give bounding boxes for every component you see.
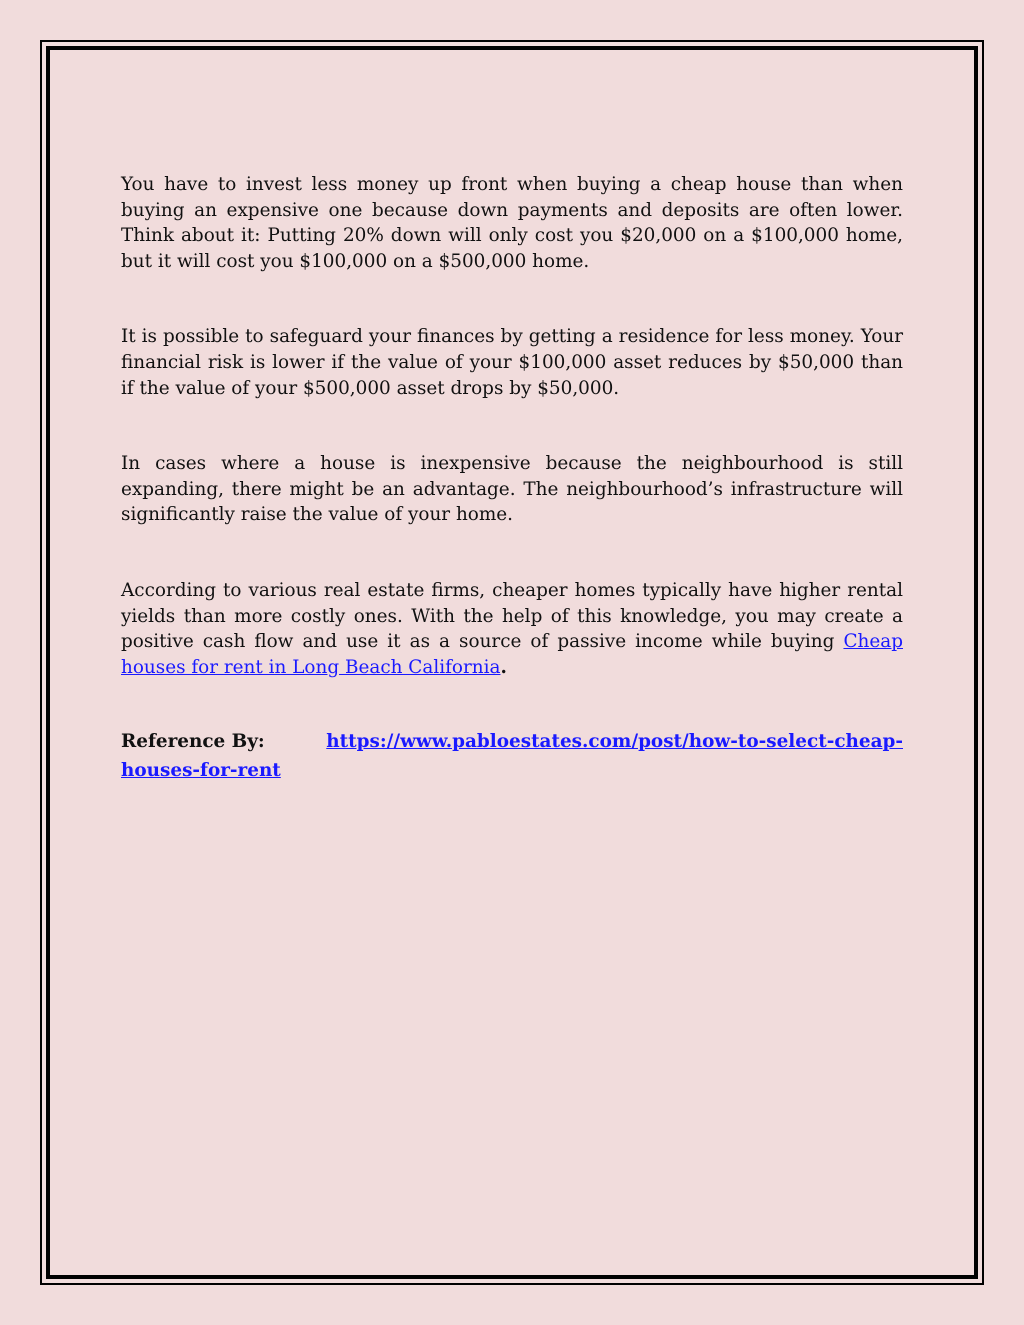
- paragraph-3: In cases where a house is inexpensive because the neighbourhood is still expanding, there might be an advantage. The neighbourhood’s infrastructure will significantly raise the value of your home.: [121, 453, 903, 526]
- paragraph-4-end: .: [500, 656, 507, 678]
- paragraph-1: You have to invest less money up front when buying a cheap house than when buying an expensive one because down payments and deposits are often lower. Think about it: Putting 20% down will only cost you $20,000 on a $100,000 home, but it will cost you $100,000 on a $500,000 home.: [121, 174, 903, 272]
- reference-url-line-1: [317, 727, 903, 756]
- paragraph-2: It is possible to safeguard your finances by getting a residence for less money. Your financial risk is lower if the value of your $100,000 asset reduces by $50,000 than if the value of your $500,000 asset drops by $50,000.: [121, 326, 903, 399]
- reference-link-part-2[interactable]: houses-for-rent: [121, 760, 281, 782]
- paragraph-4: [121, 578, 903, 680]
- reference-line: [121, 727, 903, 785]
- reference-link-part-1[interactable]: https://www.pabloestates.com/post/how-to-select-cheap-: [326, 731, 903, 753]
- paragraph-4-text: According to various real estate firms, cheaper homes typically have higher rental yields than more costly ones. With the help of this knowledge, you may create a positive cash flow and use it as a source of passive income while buying: [121, 579, 903, 653]
- document-body: [121, 172, 903, 785]
- reference-url-line-2: [121, 756, 903, 785]
- reference-label: Reference By:: [121, 731, 265, 753]
- cheap-houses-link[interactable]: Cheap houses for rent in Long Beach California: [121, 631, 903, 678]
